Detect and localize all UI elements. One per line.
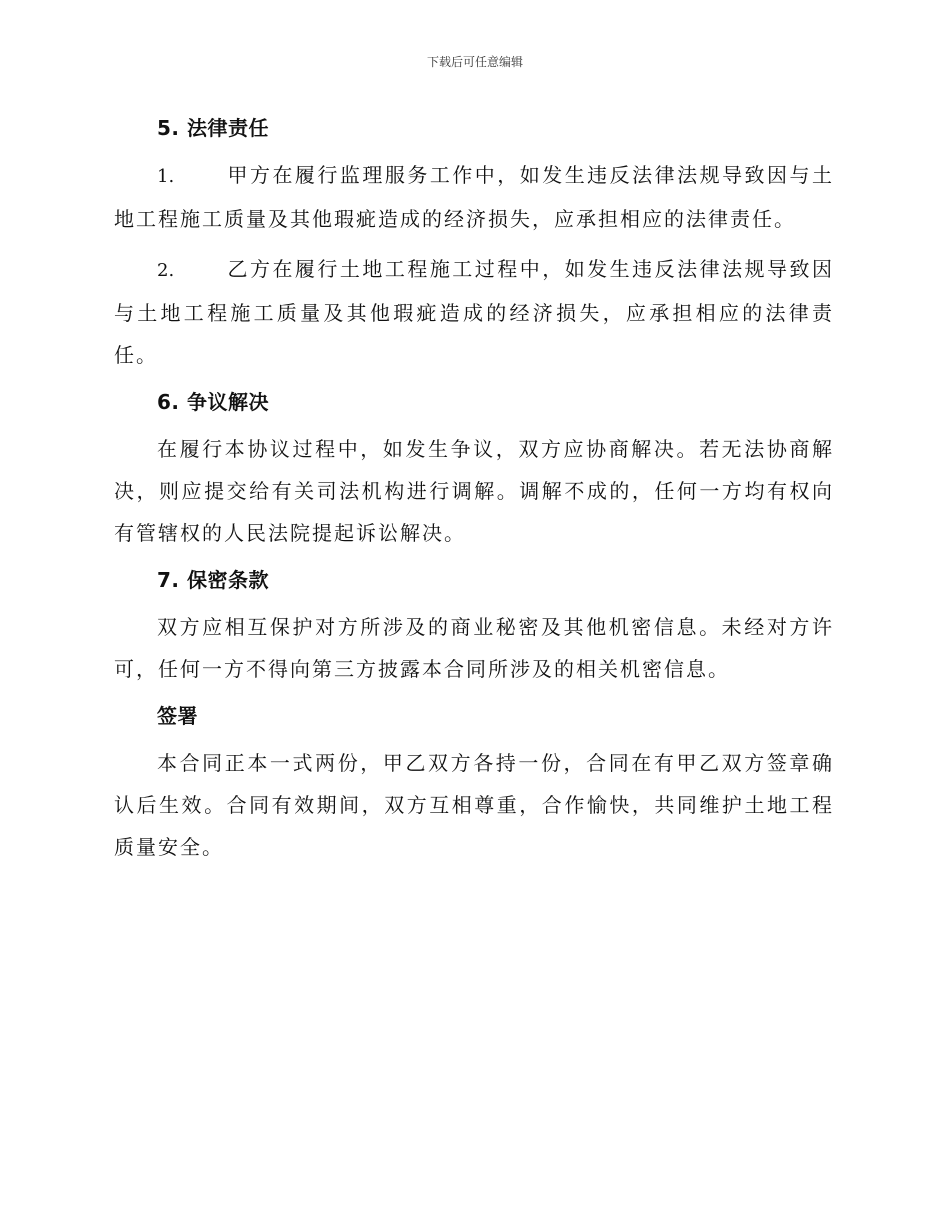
section-confidentiality — [114, 562, 834, 690]
section-legal-liability — [114, 110, 834, 376]
section-heading: 6. 争议解决 — [157, 390, 269, 414]
section-paragraph: 双方应相互保护对方所涉及的商业秘密及其他机密信息。未经对方许可，任何一方不得向第三方披露本合同所涉及的相关机密信息。 — [114, 615, 834, 681]
section-paragraph: 本合同正本一式两份，甲乙双方各持一份，合同在有甲乙双方签章确认后生效。合同有效期间，双方互相尊重，合作愉快，共同维护土地工程质量安全。 — [114, 751, 834, 859]
numbered-clause — [114, 154, 834, 240]
clause-number: 1. — [157, 166, 175, 187]
section-heading: 7. 保密条款 — [157, 568, 269, 592]
document-body — [114, 110, 834, 876]
clause-text: 乙方在履行土地工程施工过程中，如发生违反法律法规导致因与土地工程施工质量及其他瑕疵造成的经济损失，应承担相应的法律责任。 — [114, 257, 834, 367]
page-header: 下载后可任意编辑 — [426, 55, 523, 69]
numbered-clause — [114, 248, 834, 376]
clause-number: 2. — [157, 260, 175, 281]
section-signature — [114, 698, 834, 868]
section-paragraph: 在履行本协议过程中，如发生争议，双方应协商解决。若无法协商解决，则应提交给有关司法机构进行调解。调解不成的，任何一方均有权向有管辖权的人民法院提起诉讼解决。 — [114, 437, 834, 545]
section-dispute-resolution — [114, 384, 834, 554]
section-heading: 5. 法律责任 — [157, 116, 269, 140]
clause-text: 甲方在履行监理服务工作中，如发生违反法律法规导致因与土地工程施工质量及其他瑕疵造成的经济损失，应承担相应的法律责任。 — [114, 163, 834, 231]
section-heading: 签署 — [157, 704, 198, 728]
